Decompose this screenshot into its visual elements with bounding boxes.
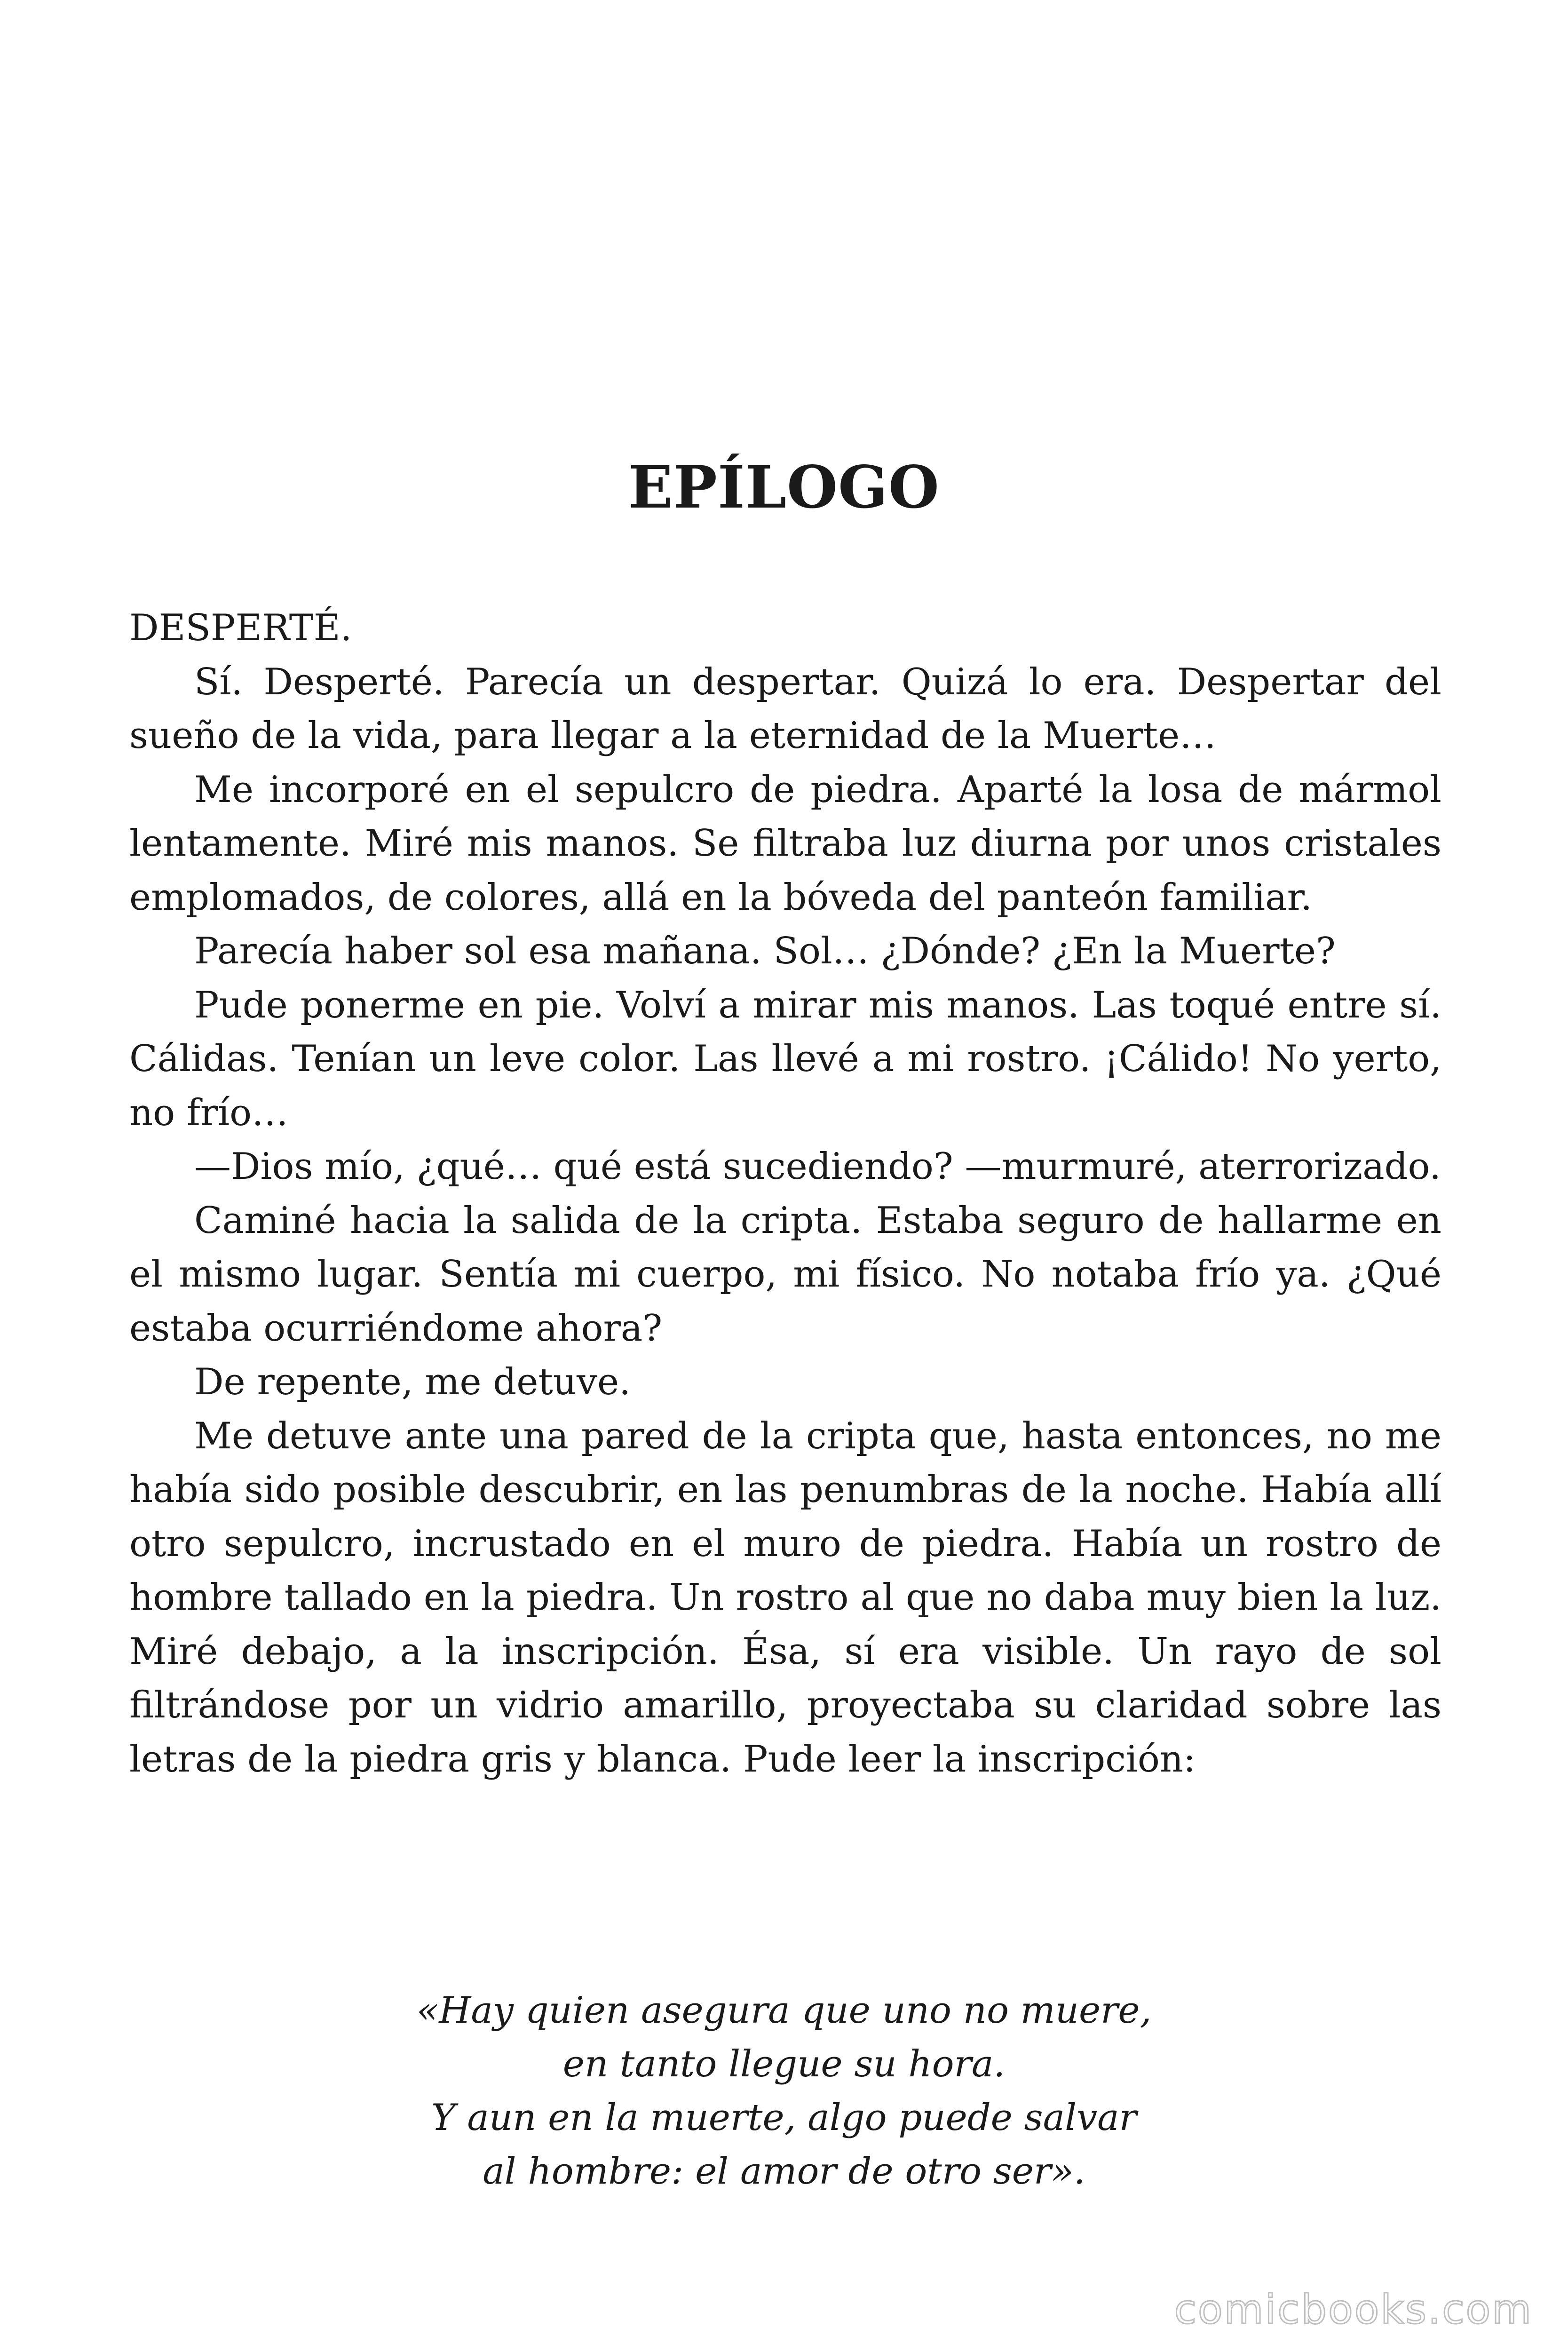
paragraph: Me detuve ante una pared de la cripta que, hasta entonces, no me había sido posible descubrir, en las penumbras de la noche. Había allí otro sepulcro, incrustado en el muro de piedra. Había un rostro de hombre tallado en la piedra. Un rostro al que no daba muy bien la luz. Miré debajo, a la inscripción. Ésa, sí era visible. Un rayo de sol filtrándose por un vidrio amarillo, proyectaba su claridad sobre las letras de la piedra gris y blanca. Pude leer la inscripción:: [129, 1414, 1441, 1780]
paragraph: Me incorporé en el sepulcro de piedra. Aparté la losa de mármol lentamente. Miré mis manos. Se filtraba luz diurna por unos cristales emplomados, de colores, allá en la bóveda del panteón familiar.: [129, 768, 1441, 919]
paragraph: Caminé hacia la salida de la cripta. Estaba seguro de hallarme en el mismo lugar. Sentía mi cuerpo, mi físico. No notaba frío ya. ¿Qué estaba ocurriéndome ahora?: [129, 1199, 1441, 1350]
watermark: comicbooks.com: [1174, 2286, 1533, 2333]
inscription-verse: [0, 1984, 1568, 2198]
paragraph: Parecía haber sol esa mañana. Sol… ¿Dónde? ¿En la Muerte?: [194, 930, 1336, 972]
verse-line: al hombre: el amor de otro ser».: [483, 2150, 1085, 2193]
chapter-body: [129, 601, 1441, 1786]
verse-line: Y aun en la muerte, algo puede salvar: [431, 2097, 1137, 2139]
chapter-title: EPÍLOGO: [628, 453, 940, 522]
paragraph: Sí. Desperté. Parecía un despertar. Quizá lo era. Despertar del sueño de la vida, para llegar a la eternidad de la Muerte…: [129, 660, 1441, 757]
paragraph: —Dios mío, ¿qué… qué está sucediendo? —murmuré, aterrorizado.: [194, 1145, 1441, 1188]
paragraph: DESPERTÉ.: [129, 607, 352, 649]
verse-line: en tanto llegue su hora.: [562, 2043, 1006, 2085]
verse-line: «Hay quien asegura que uno no muere,: [416, 1989, 1152, 2032]
paragraph: De repente, me detuve.: [194, 1361, 631, 1403]
paragraph: Pude ponerme en pie. Volví a mirar mis manos. Las toqué entre sí. Cálidas. Tenían un leve color. Las llevé a mi rostro. ¡Cálido! No yerto, no frío…: [129, 984, 1441, 1134]
